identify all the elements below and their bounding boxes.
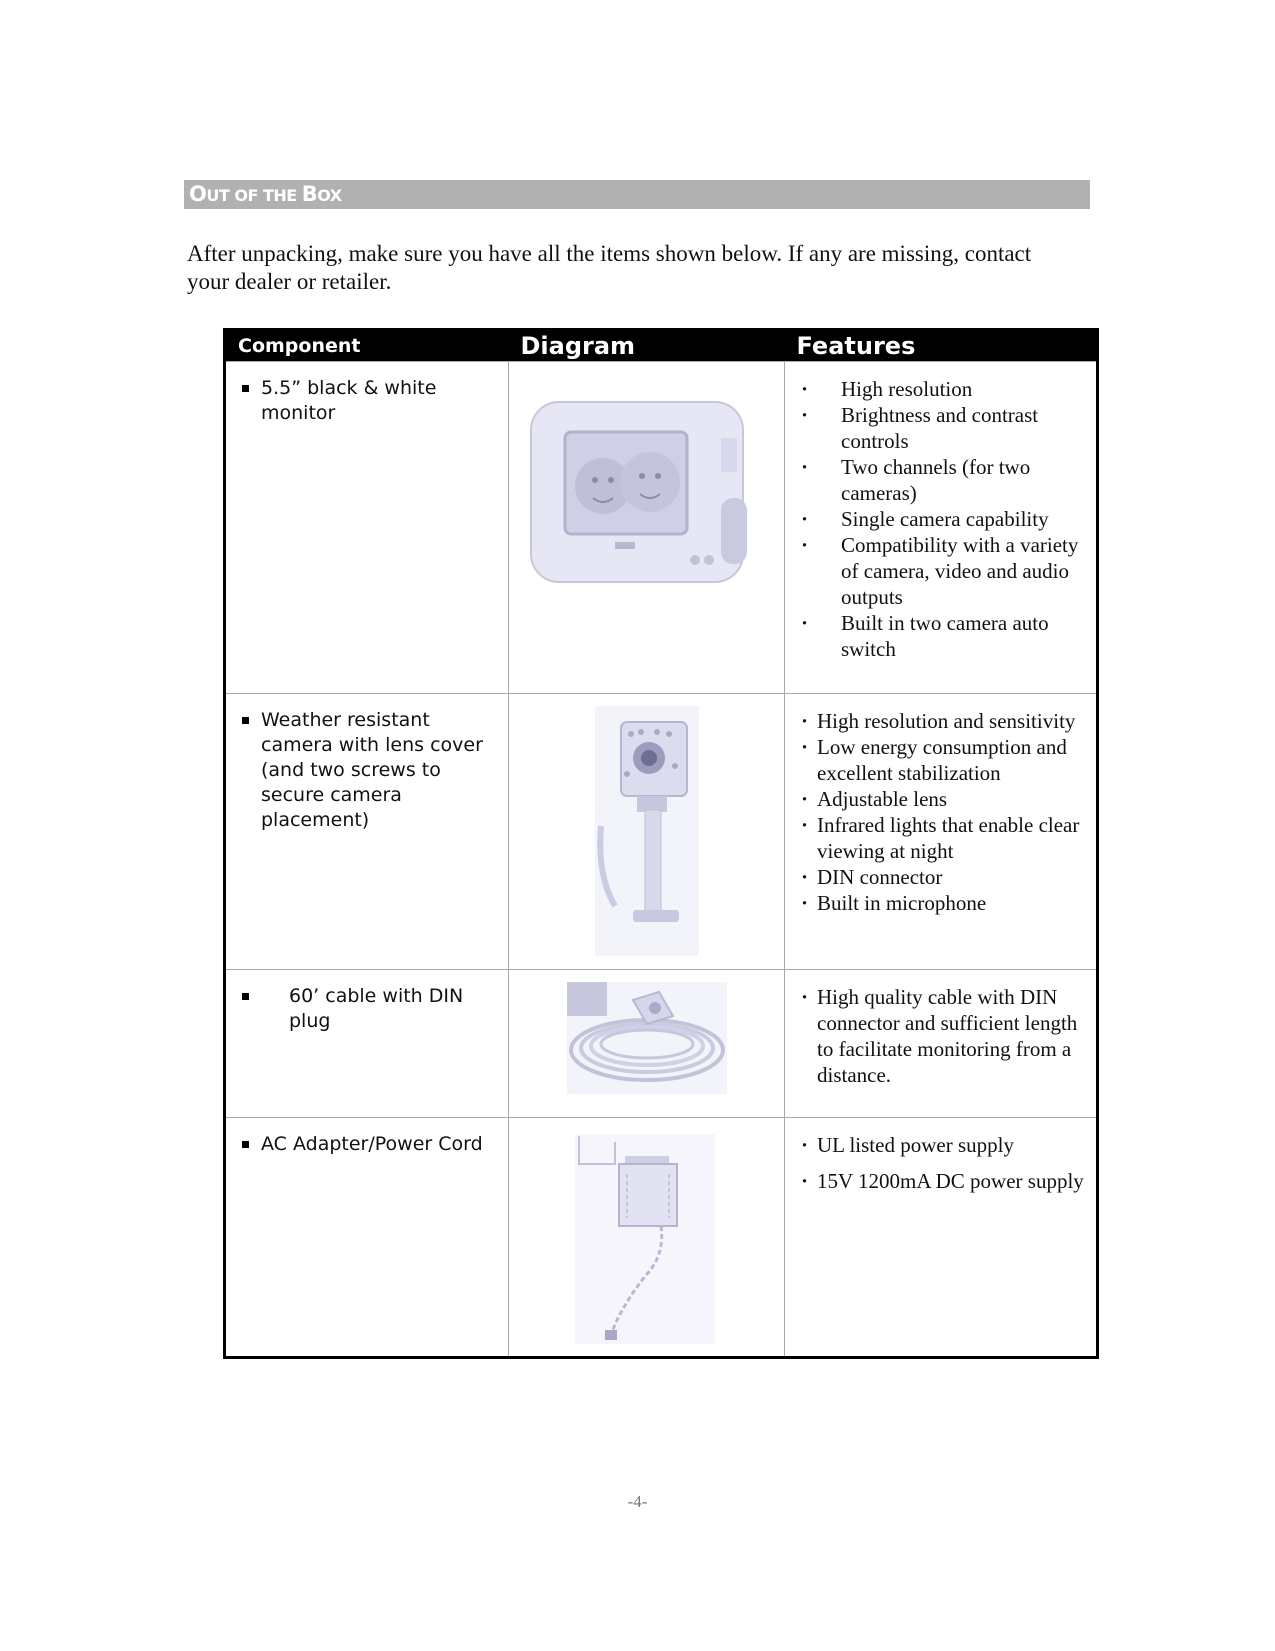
feature-item bbox=[801, 610, 1086, 662]
features-cell-camera bbox=[785, 694, 1098, 970]
feature-item bbox=[801, 890, 1086, 916]
cable-image bbox=[567, 982, 727, 1094]
square-bullet-icon bbox=[242, 1141, 249, 1148]
feature-item bbox=[801, 376, 1086, 402]
package-contents-table bbox=[223, 328, 1099, 1359]
features-list bbox=[801, 984, 1086, 1088]
feature-item bbox=[801, 454, 1086, 506]
table-row-cable bbox=[225, 970, 1098, 1118]
feature-text: Adjustable lens bbox=[817, 787, 948, 811]
feature-text: High quality cable with DIN connector and sufficient length to facilitate monitoring from a distance. bbox=[817, 985, 1078, 1087]
header-diagram: Diagram bbox=[509, 330, 785, 362]
feature-text: Built in microphone bbox=[817, 891, 987, 915]
feature-item bbox=[801, 532, 1086, 610]
feature-text: 15V 1200mA DC power supply bbox=[817, 1169, 1084, 1193]
features-list bbox=[801, 376, 1086, 662]
features-cell-cable bbox=[785, 970, 1098, 1118]
feature-text: DIN connector bbox=[817, 865, 943, 889]
feature-bullet: · bbox=[801, 403, 809, 427]
feature-bullet: · bbox=[801, 709, 809, 733]
diagram-cell-cable bbox=[509, 970, 785, 1118]
feature-bullet: · bbox=[801, 533, 809, 557]
feature-item bbox=[801, 786, 1086, 812]
adapter-image bbox=[575, 1134, 715, 1344]
diagram-cell-camera bbox=[509, 694, 785, 970]
component-cell-monitor bbox=[225, 362, 509, 694]
feature-bullet: · bbox=[801, 377, 809, 401]
intro-paragraph: After unpacking, make sure you have all the items shown below. If any are missing, contact your dealer or retailer. bbox=[187, 241, 1032, 294]
component-cell-cable bbox=[225, 970, 509, 1118]
component-name: 5.5” black & white monitor bbox=[261, 377, 437, 424]
feature-bullet: · bbox=[801, 985, 809, 1009]
component-name: Weather resistant camera with lens cover (and two screws to secure camera placement) bbox=[261, 709, 483, 831]
feature-bullet: · bbox=[801, 813, 809, 837]
header-component: Component bbox=[225, 330, 509, 362]
table-row-camera bbox=[225, 694, 1098, 970]
feature-text: High resolution bbox=[841, 377, 973, 401]
section-title-initial-2: B bbox=[301, 182, 318, 206]
square-bullet-icon bbox=[242, 993, 249, 1000]
table-header-row bbox=[225, 330, 1098, 362]
section-title-initial-1: O bbox=[189, 182, 207, 206]
feature-item bbox=[801, 734, 1086, 786]
feature-text: Built in two camera auto switch bbox=[841, 611, 1049, 661]
feature-text: Two channels (for two cameras) bbox=[841, 455, 1031, 505]
component-name: 60’ cable with DIN plug bbox=[289, 985, 464, 1032]
feature-text: Low energy consumption and excellent stabilization bbox=[817, 735, 1067, 785]
feature-bullet: · bbox=[801, 787, 809, 811]
diagram-cell-monitor bbox=[509, 362, 785, 694]
feature-bullet: · bbox=[801, 891, 809, 915]
feature-bullet: · bbox=[801, 735, 809, 759]
feature-item bbox=[801, 864, 1086, 890]
feature-bullet: · bbox=[801, 611, 809, 635]
feature-item bbox=[801, 402, 1086, 454]
component-name: AC Adapter/Power Cord bbox=[261, 1133, 483, 1155]
feature-bullet: · bbox=[801, 507, 809, 531]
feature-text: Brightness and contrast controls bbox=[841, 403, 1039, 453]
feature-item bbox=[801, 708, 1086, 734]
feature-item bbox=[801, 1168, 1086, 1194]
feature-text: High resolution and sensitivity bbox=[817, 709, 1076, 733]
feature-text: Infrared lights that enable clear viewing at night bbox=[817, 813, 1080, 863]
section-title-part-1: UT OF THE bbox=[206, 186, 302, 205]
features-cell-adapter bbox=[785, 1118, 1098, 1358]
component-cell-adapter bbox=[225, 1118, 509, 1358]
diagram-cell-adapter bbox=[509, 1118, 785, 1358]
page-number: -4- bbox=[627, 1492, 648, 1511]
header-features: Features bbox=[785, 330, 1098, 362]
square-bullet-icon bbox=[242, 385, 249, 392]
feature-bullet: · bbox=[801, 455, 809, 479]
feature-bullet: · bbox=[801, 865, 809, 889]
component-cell-camera bbox=[225, 694, 509, 970]
features-list bbox=[801, 1132, 1086, 1194]
feature-text: UL listed power supply bbox=[817, 1133, 1014, 1157]
feature-bullet: · bbox=[801, 1169, 809, 1193]
feature-item bbox=[801, 812, 1086, 864]
features-list bbox=[801, 708, 1086, 916]
square-bullet-icon bbox=[242, 717, 249, 724]
feature-bullet: · bbox=[801, 1133, 809, 1157]
feature-text: Compatibility with a variety of camera, video and audio outputs bbox=[841, 533, 1079, 609]
feature-item bbox=[801, 1132, 1086, 1158]
feature-text: Single camera capability bbox=[841, 507, 1049, 531]
features-cell-monitor bbox=[785, 362, 1098, 694]
table-row-adapter bbox=[225, 1118, 1098, 1358]
monitor-image bbox=[525, 398, 769, 594]
section-title-part-2: OX bbox=[317, 186, 342, 205]
section-title-bar bbox=[184, 180, 1090, 209]
feature-item bbox=[801, 506, 1086, 532]
feature-item bbox=[801, 984, 1086, 1088]
table-row-monitor bbox=[225, 362, 1098, 694]
camera-image bbox=[595, 706, 699, 956]
